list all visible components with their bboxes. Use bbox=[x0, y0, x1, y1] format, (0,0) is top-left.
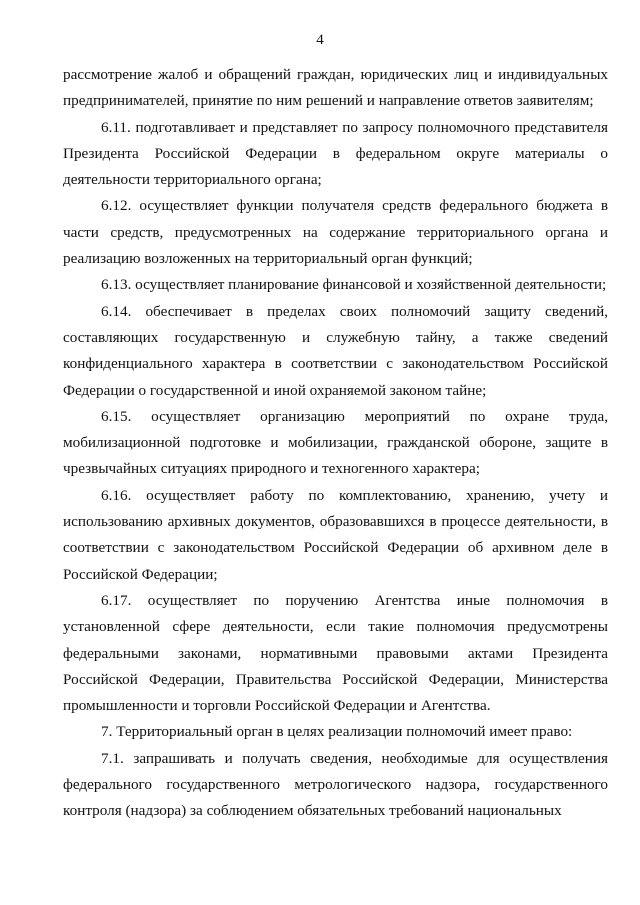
paragraph-7: 7. Территориальный орган в целях реализации полномочий имеет право: bbox=[101, 723, 573, 741]
paragraph-6-15: 6.15. осуществляет организацию мероприятий по охране труда, мобилизационной подготовке и мобилизации, гражданской обороне, защите в чрезвычайных ситуациях природного и техногенного характера; bbox=[63, 407, 608, 478]
paragraph-6-13: 6.13. осуществляет планирование финансовой и хозяйственной деятельности; bbox=[101, 276, 607, 294]
paragraph-6-14: 6.14. обеспечивает в пределах своих полномочий защиту сведений, составляющих государственную и служебную тайну, а также сведений конфиденциального характера в соответствии с законодательством Российской Федерации о государственной и иной охраняемой законом тайне; bbox=[63, 302, 608, 399]
document-body bbox=[63, 62, 608, 825]
paragraph-6-16: 6.16. осуществляет работу по комплектованию, хранению, учету и использованию архивных документов, образовавшихся в процессе деятельности, в соответствии с законодательством Российской Федерации об архивном деле в Российской Федерации; bbox=[63, 486, 608, 583]
paragraph-continuation: рассмотрение жалоб и обращений граждан, юридических лиц и индивидуальных предпринимателей, принятие по ним решений и направление ответов заявителям; bbox=[63, 66, 608, 110]
paragraph-7-1: 7.1. запрашивать и получать сведения, необходимые для осуществления федерального государственного метрологического надзора, государственного контроля (надзора) за соблюдением обязательных требований национальных bbox=[63, 749, 608, 820]
paragraph-6-12: 6.12. осуществляет функции получателя средств федерального бюджета в части средств, предусмотренных на содержание территориального органа и реализацию возложенных на территориальный орган функций; bbox=[63, 197, 608, 268]
paragraph-6-17: 6.17. осуществляет по поручению Агентства иные полномочия в установленной сфере деятельности, если такие полномочия предусмотрены федеральными законами, нормативными правовыми актами Президента Российской Федерации, Правительства Российской Федерации, Министерства промышленности и торговли Российской Федерации и Агентства. bbox=[63, 591, 608, 715]
paragraph-6-11: 6.11. подготавливает и представляет по запросу полномочного представителя Президента Российской Федерации в федеральном округе материалы о деятельности территориального органа; bbox=[63, 118, 608, 189]
page-number: 4 bbox=[316, 32, 324, 48]
